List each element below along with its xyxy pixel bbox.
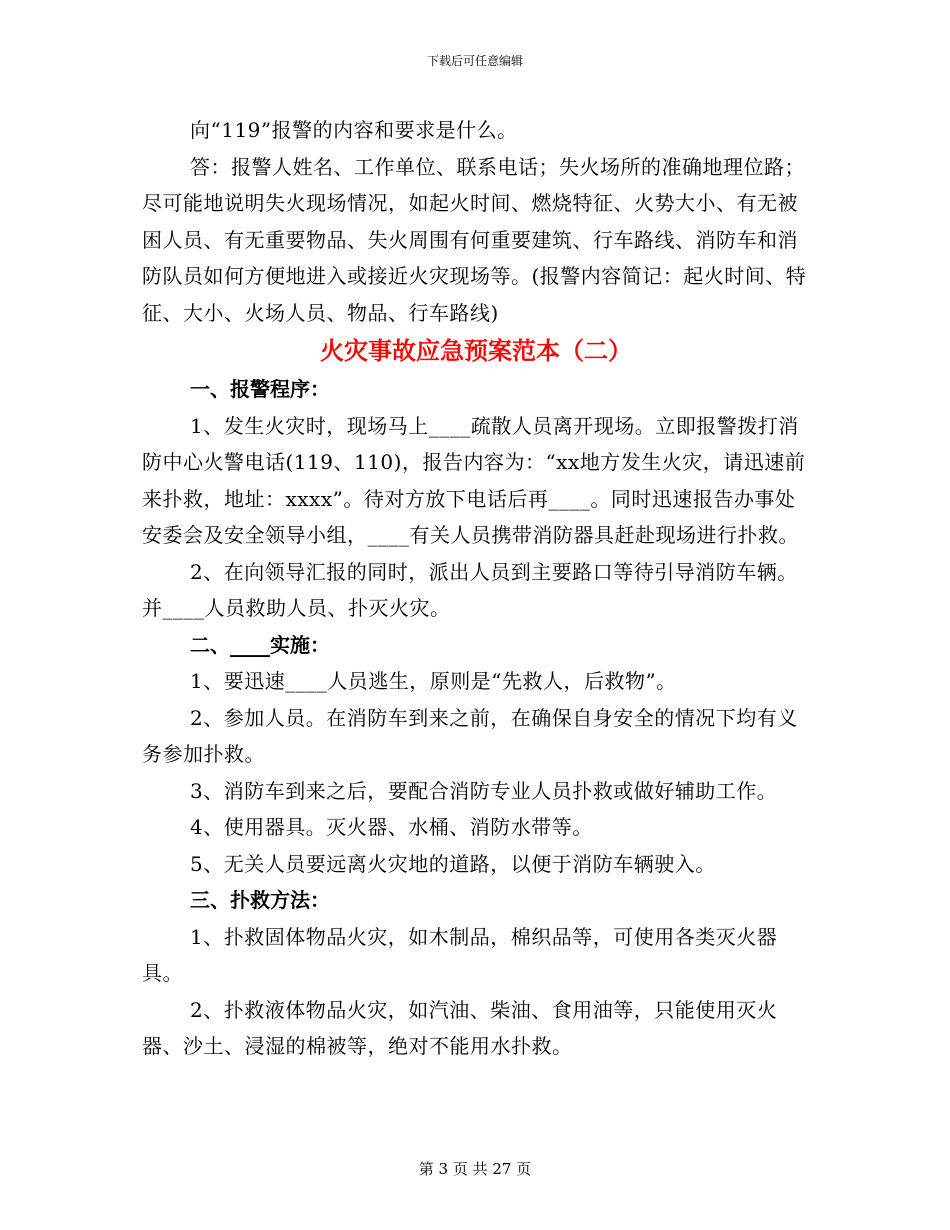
paragraph: 1、扑救固体物品火灾，如木制品，棉织品等，可使用各类灭火器具。 <box>142 924 778 985</box>
header-note: 下载后可任意编辑 <box>426 54 523 68</box>
paragraph: 2、参加人员。在消防车到来之前，在确保自身安全的情况下均有义务参加扑救。 <box>142 705 798 766</box>
paragraph: 2、扑救液体物品火灾，如汽油、柴油、食用油等，只能使用灭火器、沙土、浸湿的棉被等，绝对不能用水扑救。 <box>142 997 778 1058</box>
section-heading-implementation: 二、____实施： <box>190 632 330 657</box>
document-title: 火灾事故应急预案范本（二） <box>320 337 632 365</box>
paragraph: 4、使用器具。灭火器、水桶、消防水带等。 <box>190 815 593 839</box>
paragraph: 2、在向领导汇报的同时，派出人员到主要路口等待引导消防车辆。并____人员救助人员、扑灭火灾。 <box>142 559 798 620</box>
paragraph: 1、要迅速____人员逃生，原则是“先救人，后救物”。 <box>190 669 677 693</box>
section-heading-alarm-procedure: 一、报警程序： <box>190 377 330 401</box>
paragraph: 5、无关人员要远离火灾地的道路，以便于消防车辆驶入。 <box>190 851 716 876</box>
document-body <box>142 112 810 1065</box>
paragraph: 3、消防车到来之后，要配合消防专业人员扑救或做好辅助工作。 <box>190 778 778 803</box>
paragraph: 1、发生火灾时，现场马上____疏散人员离开现场。立即报警拨打消防中心火警电话(119、110)，报告内容为：“xx地方发生火灾，请迅速前来扑救，地址：xxxx”。待对方放下电话后再____。同时迅速报告办事处安委会及安全领导小组，____有关人员携带消防器具赶赴现场进行扑救。 <box>142 413 806 547</box>
page-number: 第 3 页 共 27 页 <box>418 1160 532 1178</box>
question-paragraph: 向“119”报警的内容和要求是什么。 <box>190 118 518 142</box>
answer-paragraph: 答：报警人姓名、工作单位、联系电话；失火场所的准确地理位路；尽可能地说明失火现场情况，如起火时间、燃烧特征、火势大小、有无被困人员、有无重要物品、失火周围有何重要建筑、行车路线、消防车和消防队员如何方便地进入或接近火灾现场等。(报警内容简记：起火时间、特征、大小、火场人员、物品、行车路线) <box>142 154 807 325</box>
section-heading-firefighting-methods: 三、扑救方法： <box>190 888 330 912</box>
